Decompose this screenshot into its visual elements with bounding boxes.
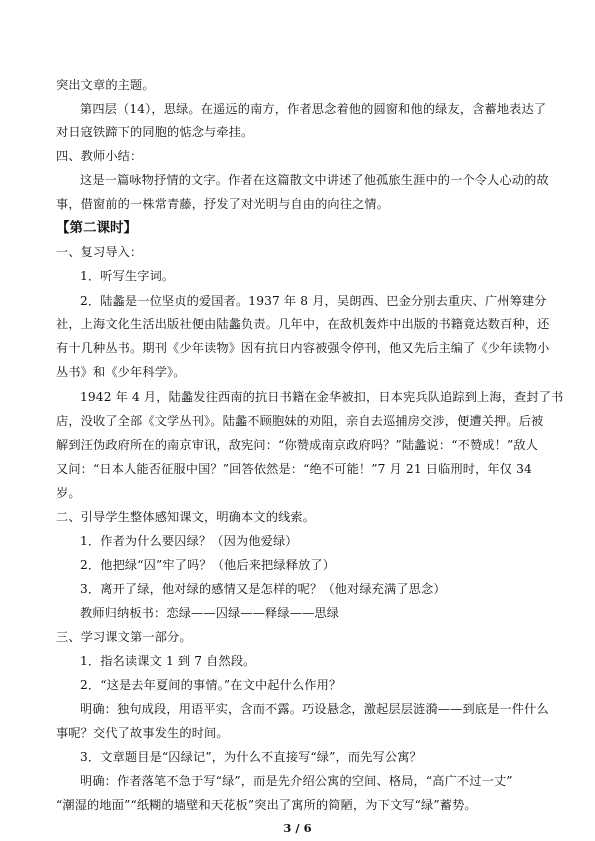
paragraph-line: 1．听写生字词。: [80, 269, 175, 283]
section-heading: 四、教师小结：: [56, 149, 143, 163]
paragraph-line: 2．他把绿“囚”牢了吗？（他后来把绿释放了）: [80, 558, 336, 572]
paragraph-line: 3．离开了绿，他对绿的感情又是怎样的呢？（他对绿充满了思念）: [80, 582, 446, 596]
paragraph-line: 解到汪伪政府所在的南京审讯，敌宪问：“你赞成南京政府吗？”陆蠡说：“不赞成！”敌人: [56, 438, 539, 452]
paragraph-line: 第四层（14），思绿。在遥远的南方，作者思念着他的圆窗和他的绿友，含蓄地表达了: [80, 102, 547, 116]
paragraph-line: 1．作者为什么要囚绿？（因为他爱绿）: [80, 534, 298, 548]
paragraph-line: 对日寇铁蹄下的同胞的惦念与牵挂。: [56, 125, 254, 139]
section-heading: 二、引导学生整体感知课文，明确本文的线索。: [56, 510, 316, 524]
paragraph-line: 2．“这是去年夏间的事情。”在文中起什么作用？: [80, 678, 342, 692]
paragraph-line: 明确：作者落笔不急于写“绿”，而是先介绍公寓的空间、格局，“高广不过一丈”: [80, 774, 513, 788]
paragraph-line: 丛书》和《少年科学》。: [56, 365, 186, 379]
paragraph-line: “潮湿的地面”“纸糊的墙壁和天花板”突出了寓所的简陋，为下文写“绿”蓄势。: [56, 798, 477, 812]
section-heading: 一、复习导入：: [56, 245, 143, 259]
paragraph-line: 明确：独句成段，用语平实，含而不露。巧设悬念，激起层层涟漪——到底是一件什么: [80, 702, 549, 716]
paragraph-line: 教师归纳板书：恋绿——囚绿——释绿——思绿: [80, 606, 340, 620]
paragraph-line: 岁。: [56, 486, 81, 500]
paragraph-line: 事，借窗前的一株常青藤，抒发了对光明与自由的向往之情。: [56, 197, 390, 211]
paragraph-line: 又问：“日本人能否征服中国？”回答依然是：“绝不可能！”7 月 21 日临刑时，年仅 34: [56, 462, 532, 476]
section-heading: 三、学习课文第一部分。: [56, 630, 192, 644]
page-number: 3 / 6: [283, 821, 312, 835]
paragraph-line: 社，上海文化生活出版社便由陆蠡负责。几年中，在敌机轰炸中出版的书籍竟达数百种，还: [56, 317, 550, 331]
paragraph-line: 事呢？交代了故事发生的时间。: [56, 726, 229, 740]
paragraph-line: 2．陆蠡是一位坚贞的爱国者。1937 年 8 月，吴朗西、巴金分别去重庆、广州筹建分: [80, 294, 547, 308]
paragraph-line: 1．指名读课文 1 到 7 自然段。: [80, 654, 256, 668]
paragraph-line: 店，没收了全部《文学丛刊》。陆蠡不顾胞妹的劝阻，亲自去巡捕房交涉，便遭关押。后被: [56, 414, 544, 428]
paragraph-line: 有十几种丛书。期刊《少年读物》因有抗日内容被强令停刊，他又先后主编了《少年读物小: [56, 341, 550, 355]
paragraph-line: 3．文章题目是“囚绿记”，为什么不直接写“绿”，而先写公寓？: [80, 750, 422, 764]
lesson-heading: 【第二课时】: [56, 220, 137, 236]
paragraph-line: 突出文章的主题。: [56, 78, 155, 92]
paragraph-line: 1942 年 4 月，陆蠡发往西南的抗日书籍在金华被扣，日本宪兵队追踪到上海，查封了书: [80, 390, 564, 404]
paragraph-line: 这是一篇咏物抒情的文字。作者在这篇散文中讲述了他孤旅生涯中的一个令人心动的故: [80, 173, 549, 187]
